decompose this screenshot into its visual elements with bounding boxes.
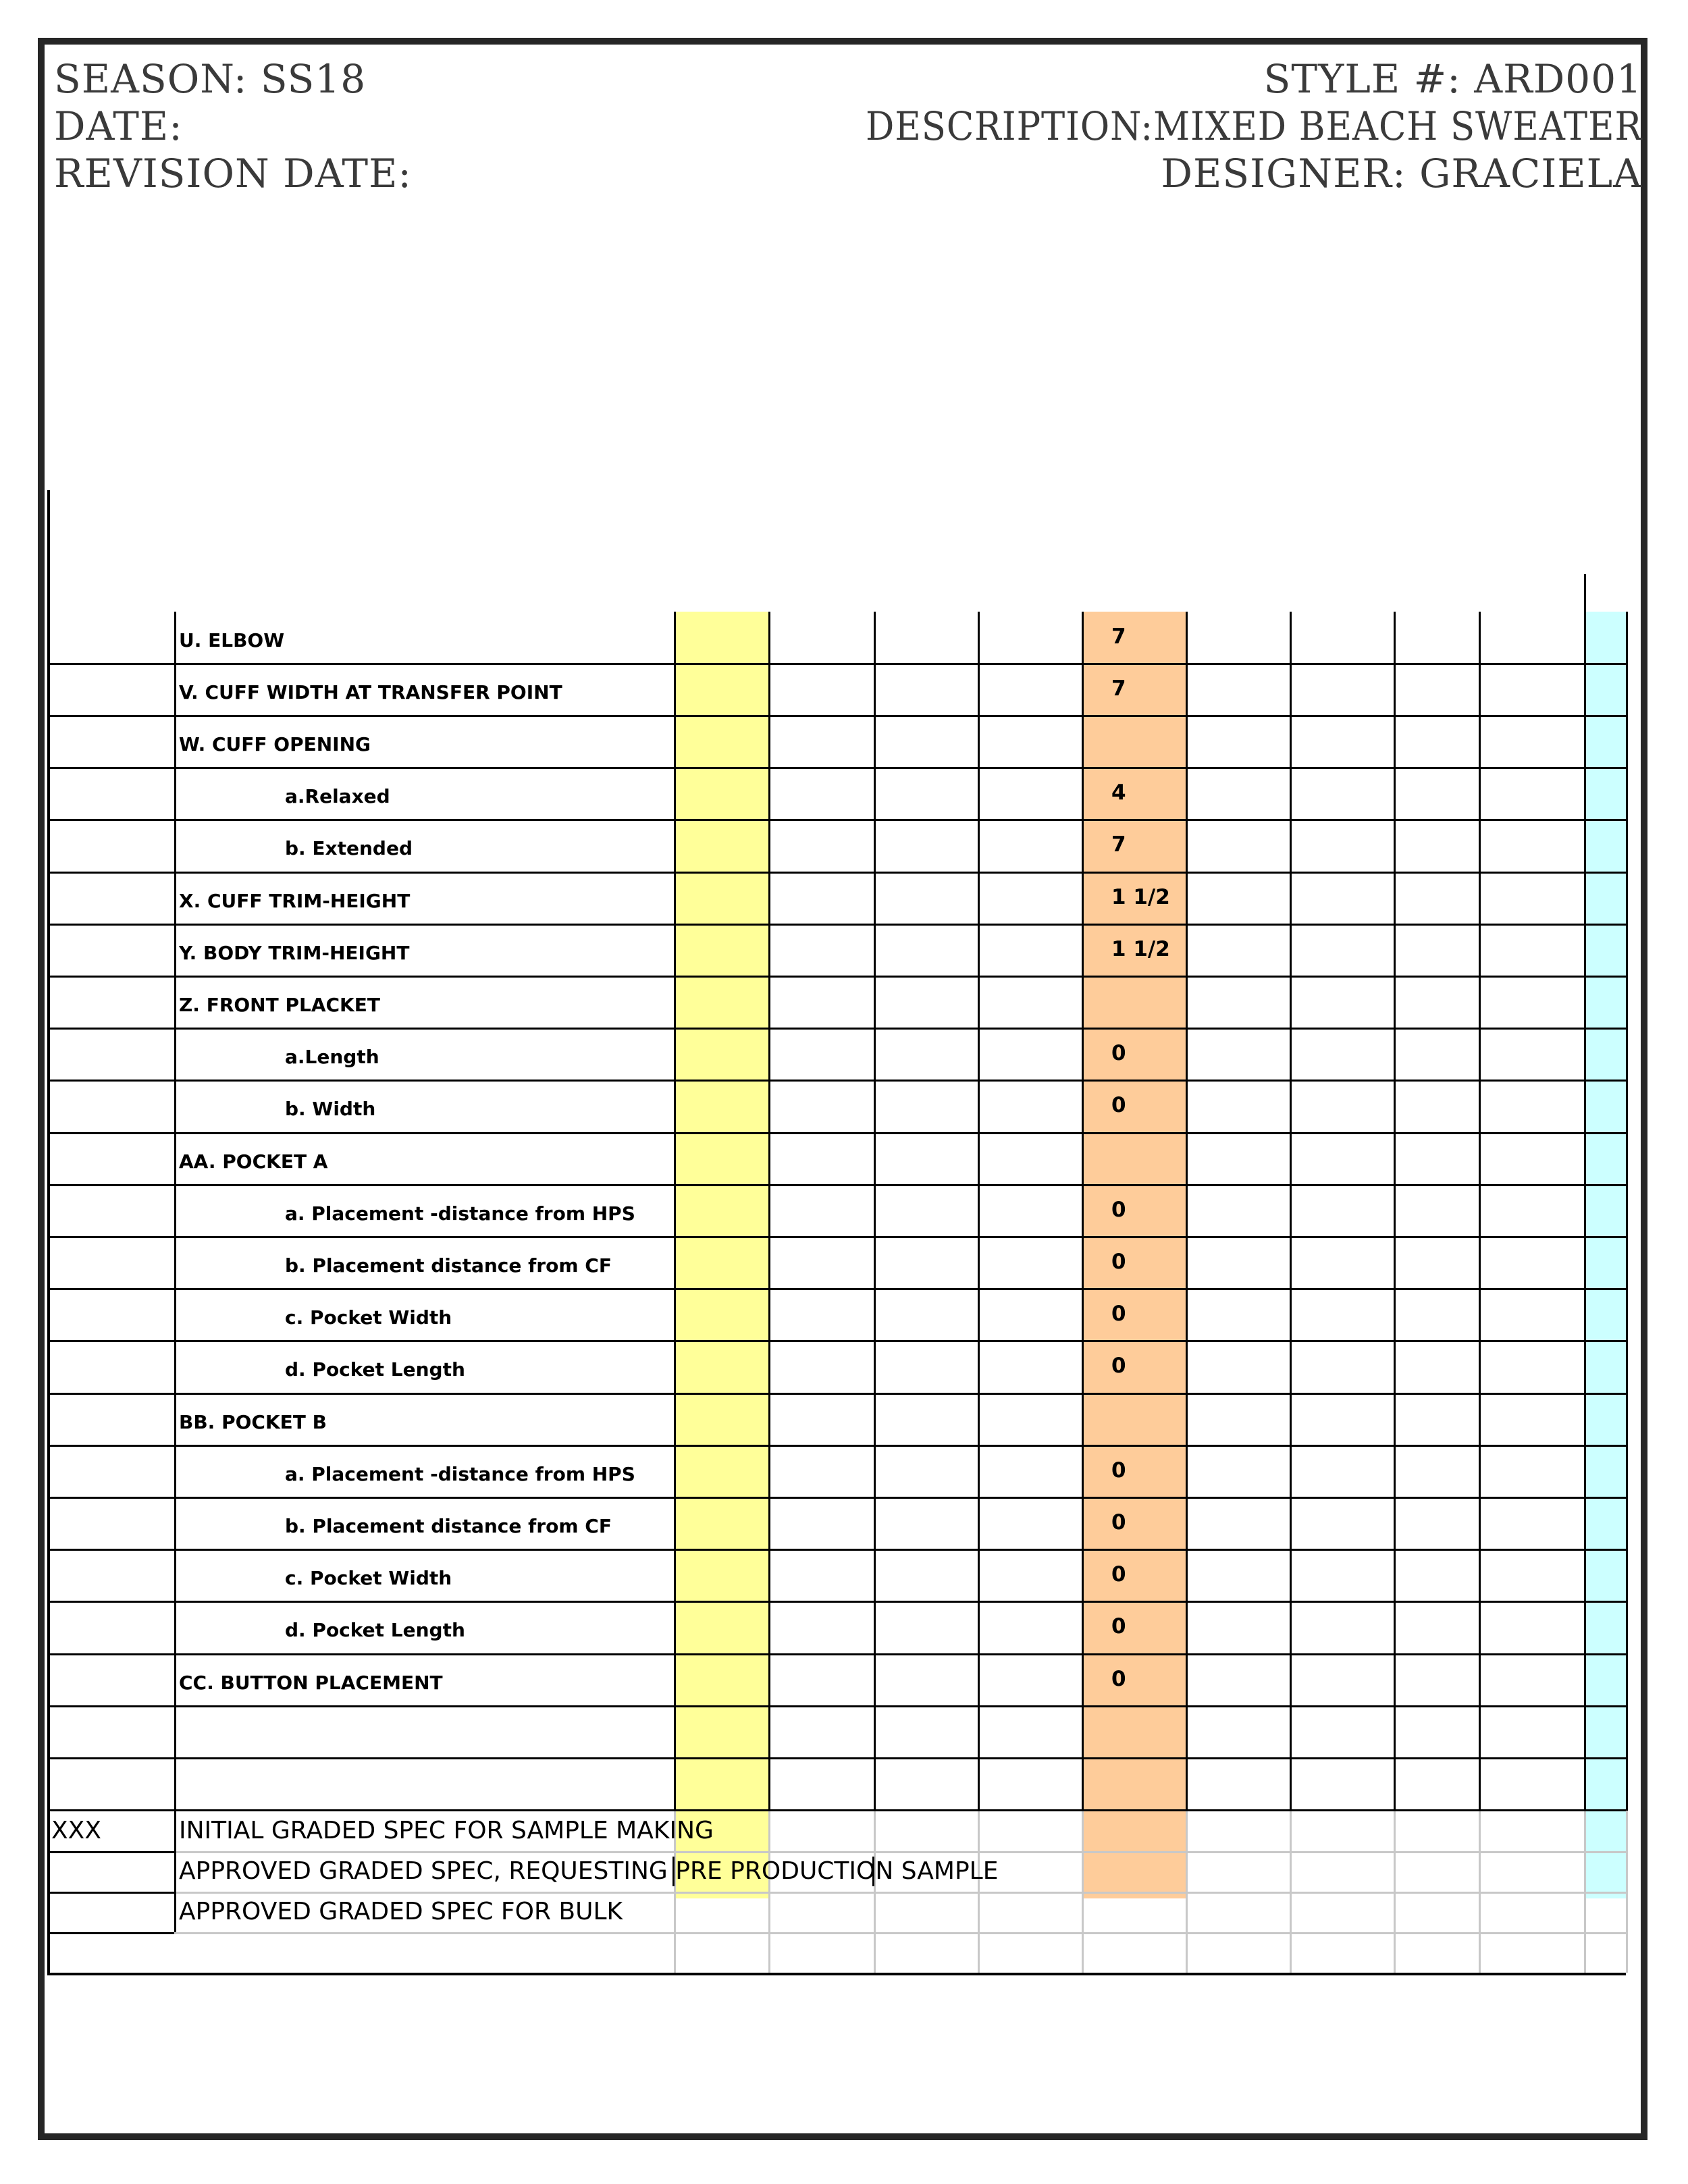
legend-grid-line: [174, 1851, 1626, 1853]
spec-row-label: a.Relaxed: [285, 785, 390, 808]
spec-row-label: d. Pocket Length: [285, 1619, 465, 1642]
legend-code-line: [47, 1892, 174, 1894]
column-line: [1479, 612, 1481, 1811]
legend-text: INITIAL GRADED SPEC FOR SAMPLE MAKING: [179, 1816, 714, 1844]
legend-code-line: [47, 1851, 174, 1853]
row-line: [47, 715, 1626, 717]
legend-grid-line: [174, 1932, 1626, 1934]
row-line: [47, 1184, 1626, 1186]
row-line: [47, 976, 1626, 978]
spec-row-value: 7: [1111, 832, 1126, 857]
row-line: [47, 1497, 1626, 1499]
spec-row-label: b. Placement distance from CF: [285, 1515, 612, 1537]
column-line: [768, 612, 770, 1811]
column-line: [1082, 612, 1084, 1811]
spec-row-label: b. Width: [285, 1098, 376, 1121]
column-line: [1186, 612, 1188, 1811]
row-line: [47, 819, 1626, 821]
spec-row-value: 0: [1111, 1510, 1126, 1535]
legend-code: XXX: [51, 1816, 101, 1844]
spec-row-value: 0: [1111, 1093, 1126, 1118]
spec-row-label: Z. FRONT PLACKET: [179, 994, 380, 1016]
spec-row-label: a.Length: [285, 1046, 379, 1069]
spec-row-value: 1 1/2: [1111, 884, 1170, 909]
legend-grid-divider: [1584, 1811, 1586, 1973]
spec-row-value: 0: [1111, 1614, 1126, 1639]
legend-code-divider: [174, 1811, 176, 1932]
spec-row-value: 7: [1111, 676, 1126, 701]
row-line: [47, 1757, 1626, 1759]
row-line: [47, 924, 1626, 926]
column-line: [1626, 612, 1628, 1811]
spec-row-label: W. CUFF OPENING: [179, 733, 371, 755]
column-line: [674, 612, 676, 1811]
designer-field: DESIGNER: GRACIELA: [1161, 151, 1642, 196]
style-number-field: STYLE #: ARD001: [1263, 56, 1642, 102]
column-line: [978, 612, 980, 1811]
row-line: [47, 872, 1626, 874]
row-line: [47, 1393, 1626, 1395]
row-line: [47, 1288, 1626, 1290]
row-line: [47, 1549, 1626, 1551]
row-line: [47, 1809, 1626, 1811]
spec-row-value: 4: [1111, 780, 1126, 805]
row-line: [47, 1340, 1626, 1342]
column-line: [174, 612, 176, 1811]
spec-row-value: 1 1/2: [1111, 936, 1170, 961]
legend-grid-divider: [1290, 1811, 1292, 1973]
spec-row-value: 0: [1111, 1250, 1126, 1274]
legend-text: APPROVED GRADED SPEC, REQUESTING PRE PRODUCTION SAMPLE: [179, 1857, 999, 1885]
legend-code-line: [47, 1932, 174, 1934]
spec-row-value: 0: [1111, 1197, 1126, 1222]
spec-row-label: Y. BODY TRIM-HEIGHT: [179, 941, 410, 964]
spec-row-label: V. CUFF WIDTH AT TRANSFER POINT: [179, 681, 562, 703]
spec-row-value: 0: [1111, 1041, 1126, 1066]
spec-row-value: 0: [1111, 1666, 1126, 1691]
legend-grid-divider: [768, 1811, 770, 1973]
spec-row-label: b. Extended: [285, 837, 413, 860]
spec-row-value: 0: [1111, 1458, 1126, 1483]
spec-row-label: d. Pocket Length: [285, 1358, 465, 1381]
spec-row-label: a. Placement -distance from HPS: [285, 1202, 635, 1225]
legend-text: APPROVED GRADED SPEC FOR BULK: [179, 1897, 623, 1925]
row-line: [47, 767, 1626, 769]
spec-row-value: 0: [1111, 1562, 1126, 1587]
spec-row-label: U. ELBOW: [179, 629, 285, 651]
spec-row-label: c. Pocket Width: [285, 1567, 452, 1590]
spec-row-label: b. Placement distance from CF: [285, 1254, 612, 1277]
column-line: [1290, 612, 1292, 1811]
row-line: [47, 663, 1626, 665]
row-line: [47, 1445, 1626, 1447]
row-line: [47, 1080, 1626, 1082]
spec-row-label: a. Placement -distance from HPS: [285, 1462, 635, 1485]
row-line: [47, 1028, 1626, 1030]
revision-date-field: REVISION DATE:: [54, 151, 412, 196]
spec-row-label: AA. POCKET A: [179, 1150, 328, 1173]
spec-row-value: 7: [1111, 624, 1126, 649]
spec-row-label: c. Pocket Width: [285, 1306, 452, 1329]
row-line: [47, 1653, 1626, 1655]
column-line: [874, 612, 876, 1811]
row-line: [47, 1705, 1626, 1707]
date-field: DATE:: [54, 103, 183, 149]
legend-grid-divider: [1186, 1811, 1188, 1973]
legend-grid-divider: [1626, 1811, 1628, 1973]
spec-row-label: CC. BUTTON PLACEMENT: [179, 1671, 443, 1694]
description-field: DESCRIPTION:MIXED BEACH SWEATER: [865, 103, 1642, 149]
table-left-edge: [47, 490, 50, 1973]
legend-grid-divider: [1479, 1811, 1481, 1973]
table-bottom-line: [47, 1973, 1626, 1975]
column-line: [1584, 612, 1586, 1811]
spec-row-value: 0: [1111, 1354, 1126, 1379]
row-line: [47, 1132, 1626, 1134]
row-line: [47, 1236, 1626, 1238]
legend-grid-divider: [1082, 1811, 1084, 1973]
season-field: SEASON: SS18: [54, 56, 367, 102]
column-line: [1394, 612, 1396, 1811]
legend-grid-divider: [978, 1811, 980, 1973]
table-right-stub: [1584, 574, 1586, 612]
spec-row-label: X. CUFF TRIM-HEIGHT: [179, 889, 411, 912]
legend-grid-divider: [1394, 1811, 1396, 1973]
spec-row-label: BB. POCKET B: [179, 1410, 327, 1433]
row-line: [47, 1601, 1626, 1603]
legend-grid-divider: [874, 1811, 876, 1973]
spec-row-value: 0: [1111, 1302, 1126, 1327]
legend-grid-line: [174, 1892, 1626, 1894]
